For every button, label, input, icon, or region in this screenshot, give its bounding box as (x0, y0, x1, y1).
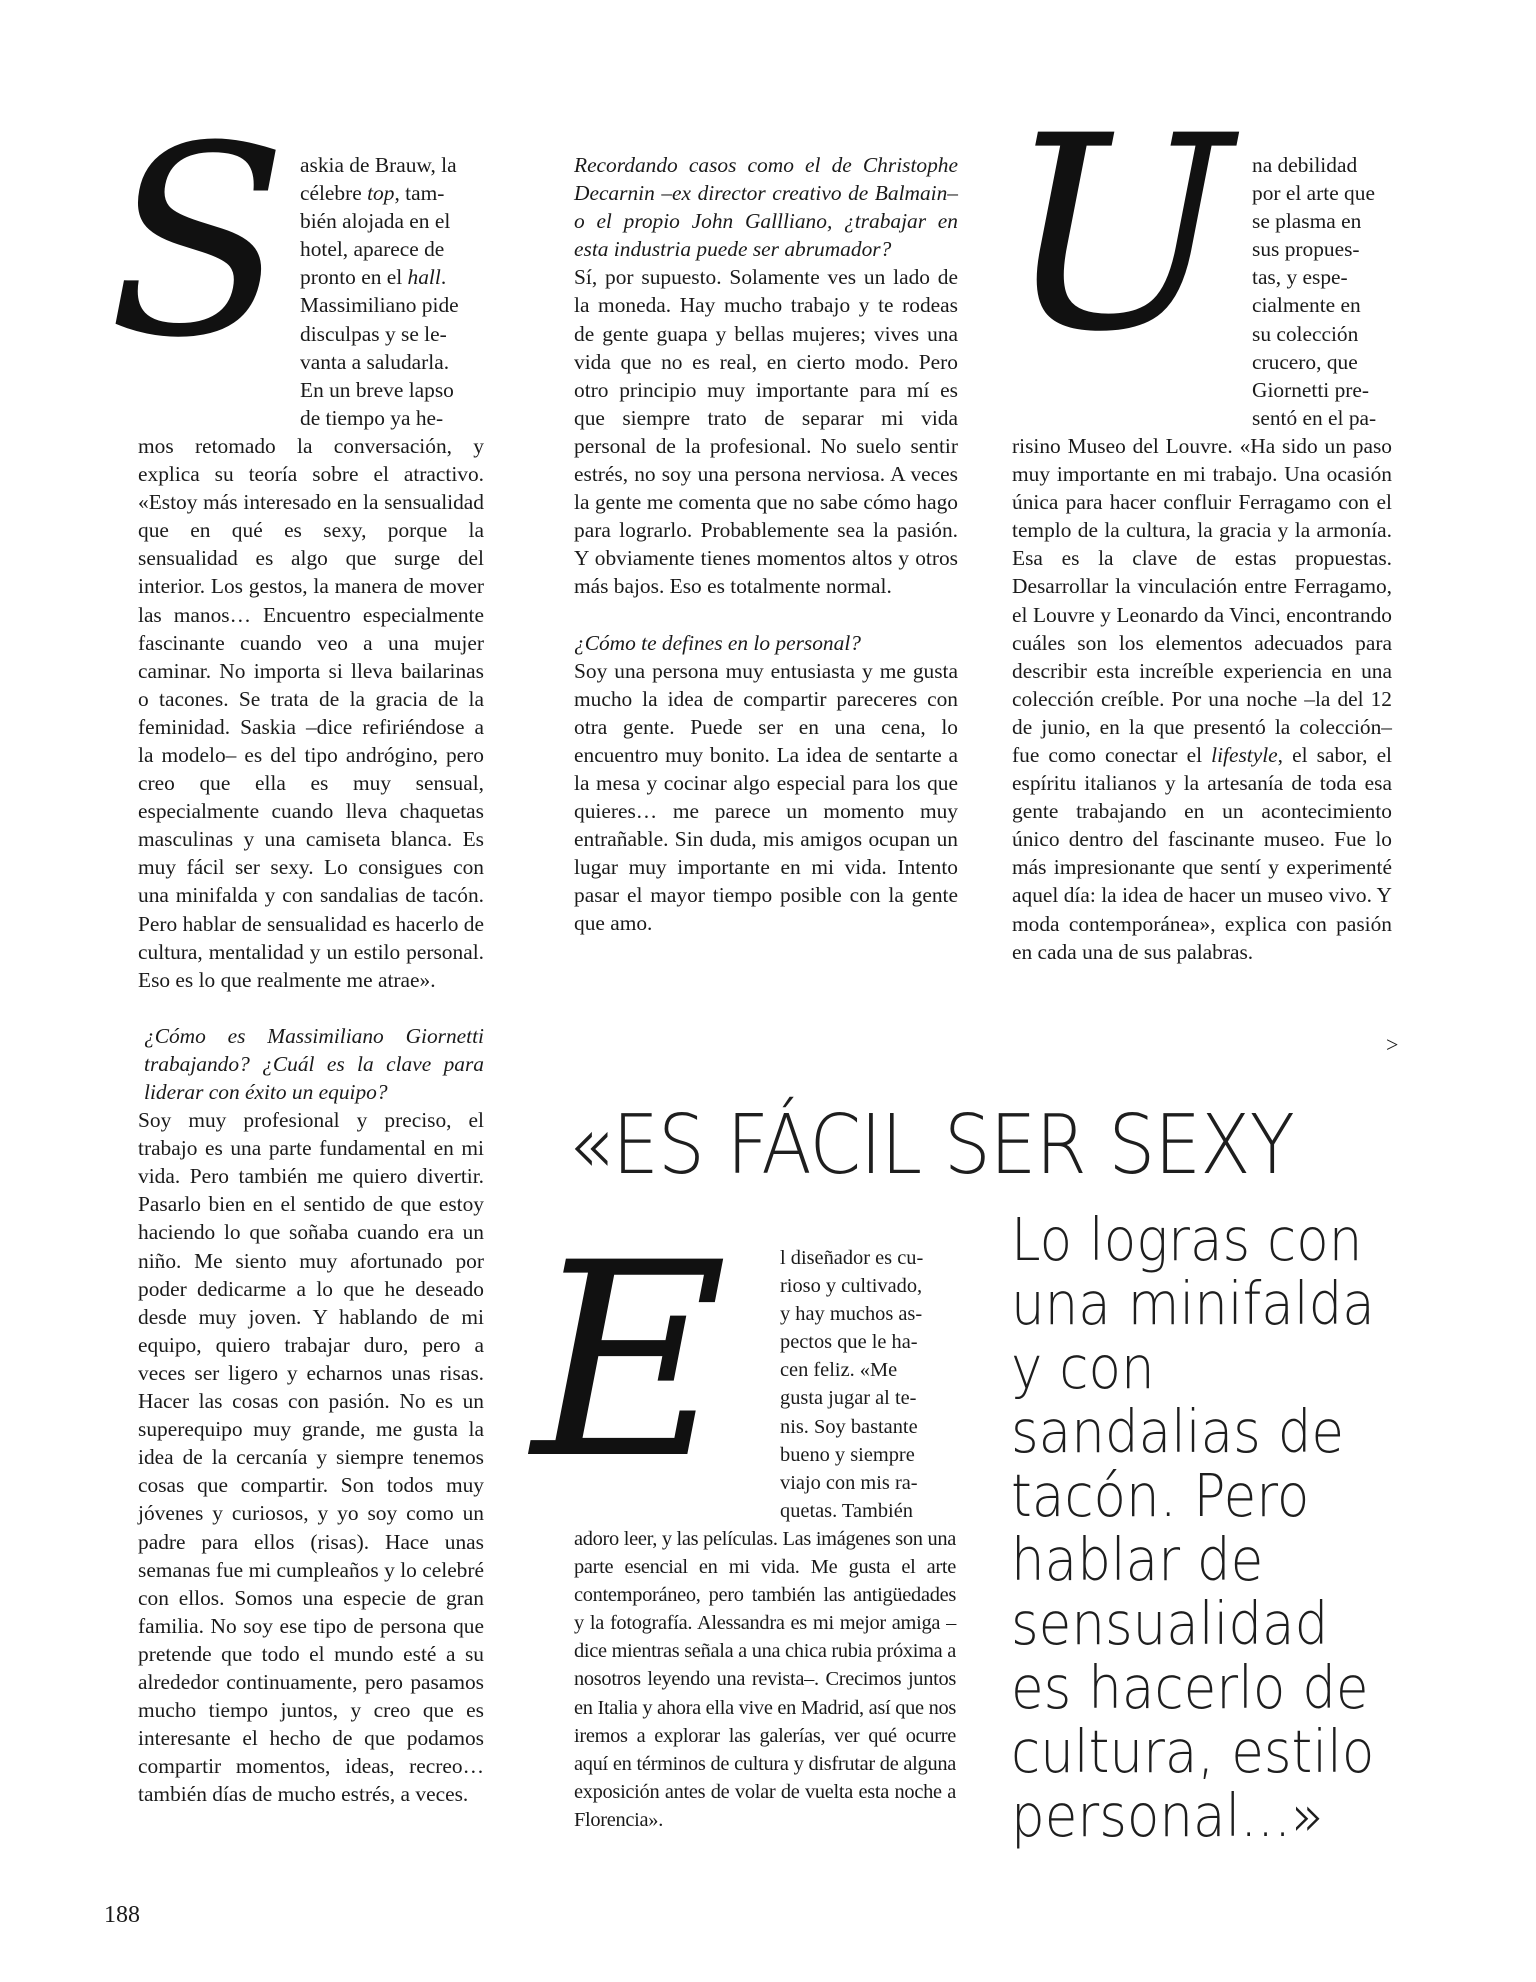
col2-question-1: Recordando casos como el de Christophe Decarnin –ex director creativo de Balmain– o el propio John Gallliano, ¿trabajar en esta industria puede ser abrumador? (574, 153, 958, 262)
column-2 (574, 151, 958, 938)
column-1 (138, 151, 484, 1808)
col1-body: mos retomado la conversación, y explica su teoría sobre el atractivo. «Estoy más interesado en la sensualidad que en qué es sexy, porque la sensualidad es algo que surge del interior. Los gestos, la manera de mover las manos… Encuentro especialmente fascinante cuando veo a una mujer caminar. No importa si lleva bailarinas o tacones. Se trata de la gracia de la feminidad. Saskia –dice refiriéndose a la modelo– es del tipo andrógino, pero creo que ella es muy sensual, especialmente cuando lleva chaquetas masculinas y una camiseta blanca. Es muy fácil ser sexy. Lo consigues con una minifalda y con sandalias de tacón. Pero hablar de sensualidad es hacerlo de cultura, mentalidad y un estilo personal. Eso es lo que realmente me atrae». (138, 433, 484, 992)
column-4 (574, 1244, 956, 1834)
col3-body: risino Museo del Louvre. «Ha sido un paso muy importante en mi trabajo. Una ocasión única para hacer confluir Ferragamo con el templo de la cultura, la gracia y la armonía. Esa es la clave de estas propuestas. Desarrollar la vinculación entre Ferragamo, el Louvre y Leonardo da Vinci, encontrando cuáles son los elementos adecuados para describir esta increíble experiencia en una colección creíble. Por una noche –la del 12 de junio, en la que presentó la colección– fue como conectar el lifestyle, el sabor, el espíritu italianos y la artesanía de toda esa gente trabajando en un acontecimiento único dentro del fascinante museo. Fue lo más impresionante que sentí y experimenté aquel día: la idea de hacer un museo vivo. Y moda contemporánea», explica con pasión en cada una de sus palabras. (1012, 433, 1393, 964)
col1-intro: askia de Brauw, la célebre top, tam- bién alojada en el hotel, aparece de pronto en el hall. Massimiliano pide disculpas y se le- vanta a saludarla. En un breve lapso de tiempo ya he- (300, 153, 459, 430)
dropcap-s: S (108, 90, 288, 395)
dropcap-e: E (532, 1206, 728, 1518)
col3-intro: na debilidad por el arte que se plasma en sus propues- tas, y espe- cialmente en su colección crucero, que Giornetti pre- sentó en el pa- (1252, 153, 1377, 430)
col4-body: adoro leer, y las películas. Las imágenes son una parte esencial en mi vida. Me gusta el arte contemporáneo, pero también las antigüedades y la fotografía. Alessandra es mi mejor amiga –dice mientras señala a una chica rubia próxima a nosotros leyendo una revista–. Crecimos juntos en Italia y ahora ella vive en Madrid, así que nos iremos a explorar las galerías, ver qué ocurre aquí en términos de cultura y disfrutar de alguna exposición antes de volar de vuelta esta noche a Florencia». (574, 1527, 956, 1831)
col4-intro: l diseñador es cu- rioso y cultivado, y hay muchos as- pectos que le ha- cen feliz. «Me gusta jugar al te- nis. Soy bastante bueno y siempre viajo con mis ra- quetas. También (780, 1247, 924, 1522)
continue-marker: > (1386, 1032, 1399, 1057)
col1-question: ¿Cómo es Massimiliano Giornetti trabajando? ¿Cuál es la clave para liderar con éxito un equipo? (144, 1023, 484, 1104)
pull-quote: Lo logras con una minifalda y con sandalias de tacón. Pero hablar de sensualidad es hacerlo de cultura, estilo personal...» (1011, 1205, 1375, 1850)
col2-answer-2: Soy una persona muy entusiasta y me gusta mucho la idea de compartir pareceres con otra gente. Puede ser en una cena, lo encuentro muy bonito. La idea de sentarte a la mesa y cocinar algo especial para los que quieres… me parece un momento muy entrañable. Sin duda, mis amigos ocupan un lugar muy importante en mi vida. Intento pasar el mayor tiempo posible con la gente que amo. (574, 658, 958, 936)
dropcap-u: U (1006, 79, 1232, 391)
headline: «ES FÁCIL SER SEXY (568, 1098, 1294, 1193)
col2-question-2: ¿Cómo te defines en lo personal? (574, 630, 861, 655)
col1-answer: Soy muy profesional y preciso, el trabajo es una parte fundamental en mi vida. Pero también me quiero divertir. Pasarlo bien en el sentido de que estoy haciendo lo que soñaba cuando era un niño. Me siento muy afortunado por poder dedicarme a lo que he deseado desde muy joven. Y hablando de mi equipo, quiero trabajar duro, pero a veces ser ligero y echarnos unas risas. Hacer las cosas con pasión. No es un superequipo muy grande, me gusta la idea de la cercanía y siempre tenemos cosas que compartir. Son todos muy jóvenes y curiosos, y yo soy como un padre para ellos (risas). Hace unas semanas fue mi cumpleaños y lo celebré con ellos. Somos una especie de gran familia. No soy ese tipo de persona que pretende que todo el mundo esté a su alrededor continuamente, pero pasamos mucho tiempo juntos, y creo que es interesante el hecho de que podamos compartir momentos, ideas, recreo… también días de mucho estrés, a veces. (138, 1108, 484, 1807)
column-3 (1012, 151, 1392, 966)
page-number: 188 (104, 1902, 140, 1928)
col2-answer-1: Sí, por supuesto. Solamente ves un lado de la moneda. Hay mucho trabajo y te rodeas de gente guapa y bellas mujeres; vives una vida que no es real, en cierto modo. Pero otro principio muy importante para mí es que siempre trato de separar mi vida personal de la profesional. No suelo sentir estrés, no soy una persona nerviosa. A veces la gente me comenta que no sabe cómo hago para lograrlo. Probablemente sea la pasión. Y obviamente tienes momentos altos y otros más bajos. Eso es totalmente normal. (574, 265, 958, 599)
